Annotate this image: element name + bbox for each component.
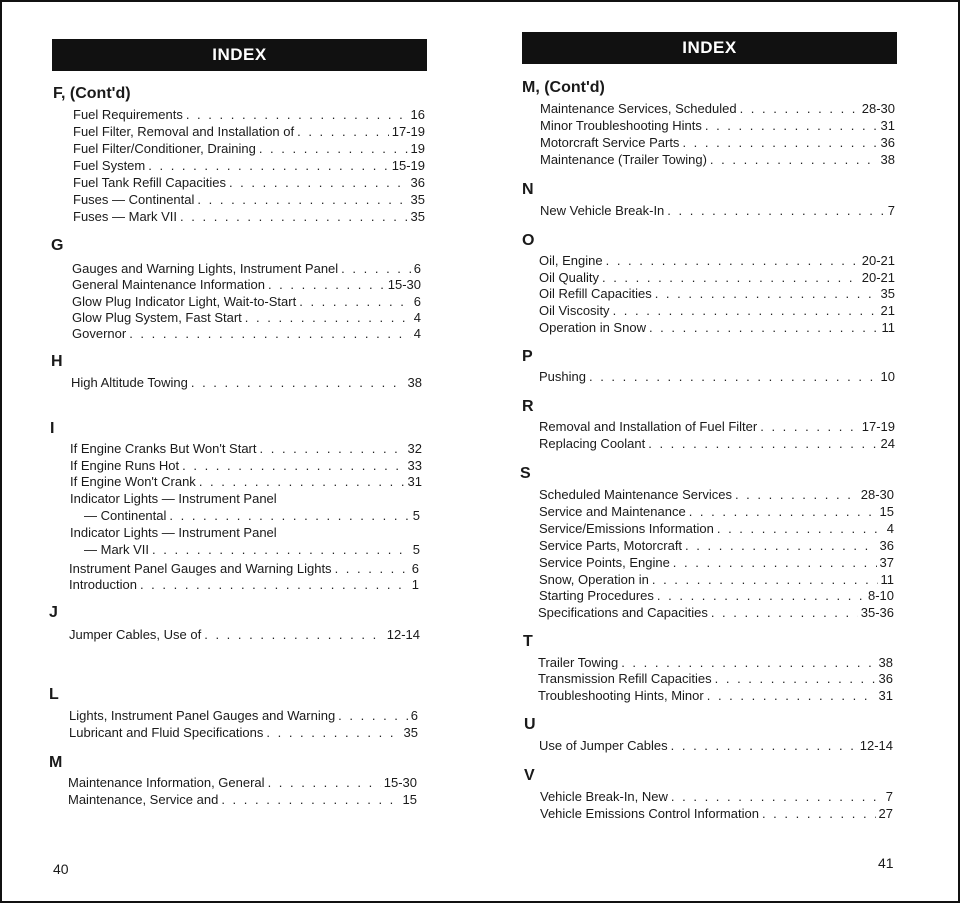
index-entry: Snow, Operation in . . . 11 [539, 572, 894, 588]
index-entry: Glow Plug System, Fast Start . . . 4 [72, 310, 421, 326]
index-entry-heading: Indicator Lights — Instrument Panel [70, 491, 277, 506]
index-entry: Vehicle Emissions Control Information . . . 27 [540, 806, 893, 822]
index-entry: Pushing . . . 10 [539, 369, 895, 385]
index-entry: Service Points, Engine . . . 37 [539, 555, 894, 571]
index-entry: Troubleshooting Hints, Minor . . . 31 [538, 688, 893, 704]
page-number: 40 [53, 861, 69, 877]
index-entry: Service/Emissions Information . . . 4 [539, 521, 894, 537]
index-entry-heading: Indicator Lights — Instrument Panel [70, 525, 277, 540]
section-letter-p: P [522, 348, 533, 365]
section-letter-m-cont: M, (Cont'd) [522, 79, 605, 96]
index-entry: Gauges and Warning Lights, Instrument Panel . . . 6 [72, 261, 421, 277]
index-entry: General Maintenance Information . . . 15-30 [72, 277, 421, 293]
section-letter-i: I [50, 420, 55, 437]
index-entry: — Continental . . . 5 [84, 508, 420, 524]
index-entry: If Engine Runs Hot . . . 33 [70, 458, 422, 474]
section-letter-r: R [522, 398, 534, 415]
index-entry: Trailer Towing . . . 38 [538, 655, 893, 671]
section-letter-u: U [524, 716, 536, 733]
index-entry: Scheduled Maintenance Services . . . 28-30 [539, 487, 894, 503]
index-entry: — Mark VII . . . 5 [84, 542, 420, 558]
index-entry: Maintenance, Service and . . . 15 [68, 792, 417, 808]
section-letter-g: G [51, 237, 64, 254]
index-header: INDEX [52, 39, 427, 71]
index-entry: Fuel Tank Refill Capacities . . . 36 [73, 175, 425, 191]
section-letter-s: S [520, 465, 531, 482]
index-entry: Motorcraft Service Parts . . . 36 [540, 135, 895, 151]
section-letter-v: V [524, 767, 535, 784]
index-entry: Replacing Coolant . . . 24 [539, 436, 895, 452]
index-entry: Service Parts, Motorcraft . . . 36 [539, 538, 894, 554]
index-entry: Vehicle Break-In, New . . . 7 [540, 789, 893, 805]
section-letter-t: T [523, 633, 533, 650]
index-entry: Fuel System . . . 15-19 [73, 158, 425, 174]
index-entry: Operation in Snow . . . 11 [539, 320, 895, 336]
index-entry: Oil Quality . . . 20-21 [539, 270, 895, 286]
index-entry: Maintenance Services, Scheduled . . . 28-30 [540, 101, 895, 117]
index-entry: Starting Procedures . . . 8-10 [539, 588, 894, 604]
index-entry: Specifications and Capacities . . . 35-36 [538, 605, 894, 621]
index-entry: Oil Refill Capacities . . . 35 [539, 286, 895, 302]
index-entry: Oil Viscosity . . . 21 [539, 303, 895, 319]
index-entry: Removal and Installation of Fuel Filter . . . 17-19 [539, 419, 895, 435]
section-letter-n: N [522, 181, 534, 198]
index-entry: Fuses — Continental . . . 35 [73, 192, 425, 208]
index-entry: Fuel Requirements . . . 16 [73, 107, 425, 123]
index-entry: Fuel Filter, Removal and Installation of . . . 17-19 [73, 124, 425, 140]
index-entry: Jumper Cables, Use of . . . 12-14 [69, 627, 420, 643]
right-page [480, 0, 960, 903]
index-entry: Lubricant and Fluid Specifications . . . 35 [69, 725, 418, 741]
index-entry: Lights, Instrument Panel Gauges and Warning . . . 6 [69, 708, 418, 724]
index-entry: Instrument Panel Gauges and Warning Lights . . . 6 [69, 561, 419, 577]
section-letter-f: F, (Cont'd) [53, 85, 131, 102]
index-entry: Use of Jumper Cables . . . 12-14 [539, 738, 893, 754]
index-entry: Governor . . . 4 [72, 326, 421, 342]
index-entry: If Engine Won't Crank . . . 31 [70, 474, 422, 490]
page-number: 41 [878, 855, 894, 871]
index-entry: Maintenance Information, General . . . 15-30 [68, 775, 417, 791]
index-entry: High Altitude Towing . . . 38 [71, 375, 422, 391]
index-entry: New Vehicle Break-In . . . 7 [540, 203, 895, 219]
index-entry: Glow Plug Indicator Light, Wait-to-Start . . . 6 [72, 294, 421, 310]
index-entry: Oil, Engine . . . 20-21 [539, 253, 895, 269]
index-entry: Fuses — Mark VII . . . 35 [73, 209, 425, 225]
section-letter-h: H [51, 353, 63, 370]
index-entry: Introduction . . . 1 [69, 577, 419, 593]
index-entry: Maintenance (Trailer Towing) . . . 38 [540, 152, 895, 168]
index-header: INDEX [522, 32, 897, 64]
section-letter-m: M [49, 754, 63, 771]
section-letter-l: L [49, 686, 59, 703]
index-entry: Fuel Filter/Conditioner, Draining . . . 19 [73, 141, 425, 157]
section-letter-j: J [49, 604, 58, 621]
index-entry: Service and Maintenance . . . 15 [539, 504, 894, 520]
index-entry: Minor Troubleshooting Hints . . . 31 [540, 118, 895, 134]
index-entry: If Engine Cranks But Won't Start . . . 32 [70, 441, 422, 457]
section-letter-o: O [522, 232, 535, 249]
index-entry: Transmission Refill Capacities . . . 36 [538, 671, 893, 687]
